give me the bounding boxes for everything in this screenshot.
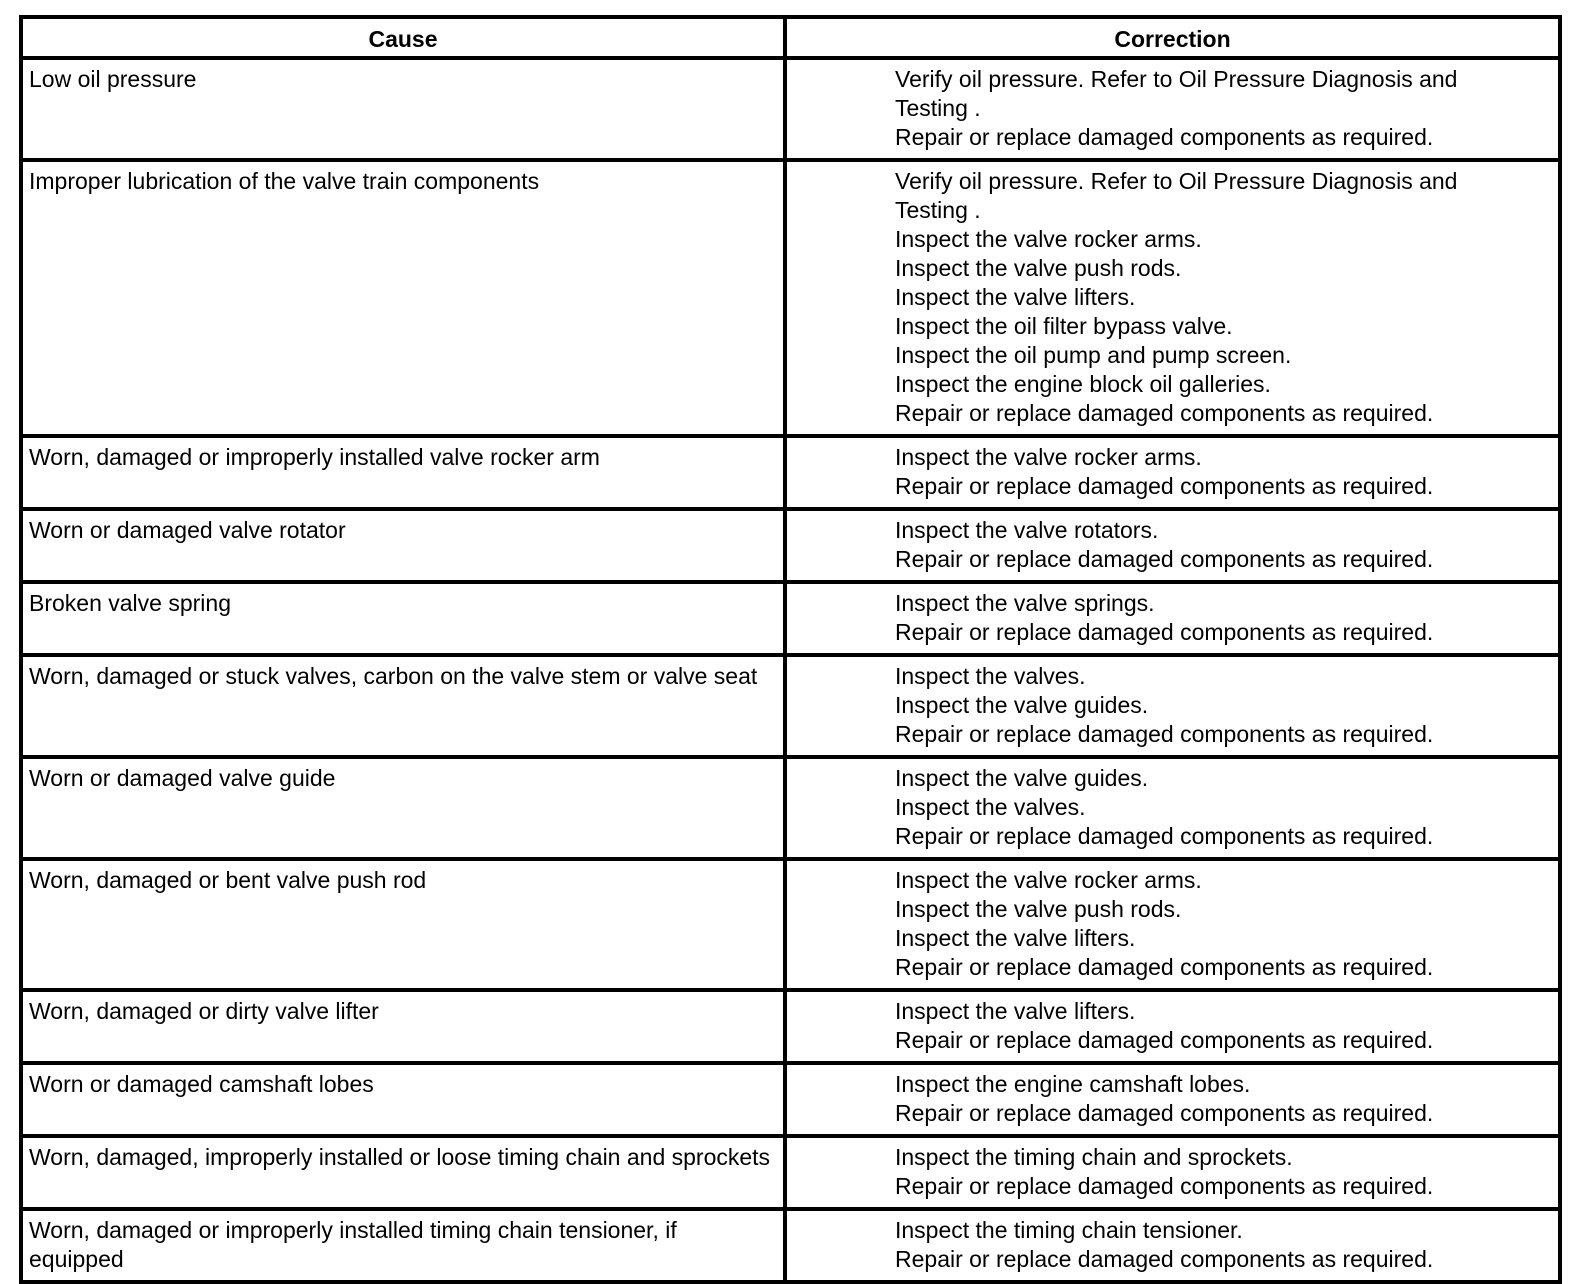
correction-cell bbox=[785, 859, 1560, 990]
table-row bbox=[21, 160, 1560, 436]
correction-step: Repair or replace damaged components as required. bbox=[895, 619, 1434, 645]
cause-cell: Worn, damaged or improperly installed timing chain tensioner, if equipped bbox=[21, 1209, 785, 1282]
correction-cell bbox=[785, 436, 1560, 509]
correction-step: Inspect the oil pump and pump screen. bbox=[895, 342, 1292, 368]
cause-cell: Low oil pressure bbox=[21, 58, 785, 160]
table-row bbox=[21, 990, 1560, 1063]
correction-step: Inspect the timing chain tensioner. bbox=[895, 1217, 1243, 1243]
correction-cell bbox=[785, 160, 1560, 436]
cause-cell: Worn or damaged valve guide bbox=[21, 757, 785, 859]
cause-cell: Worn, damaged or improperly installed valve rocker arm bbox=[21, 436, 785, 509]
correction-step: Testing . bbox=[895, 197, 981, 223]
correction-step: Inspect the valve lifters. bbox=[895, 925, 1136, 951]
table-row bbox=[21, 582, 1560, 655]
correction-step: Inspect the valve springs. bbox=[895, 590, 1155, 616]
correction-step: Repair or replace damaged components as required. bbox=[895, 1027, 1434, 1053]
correction-step: Repair or replace damaged components as required. bbox=[895, 721, 1434, 747]
correction-cell bbox=[785, 582, 1560, 655]
correction-cell bbox=[785, 58, 1560, 160]
correction-step: Repair or replace damaged components as required. bbox=[895, 1246, 1434, 1272]
correction-step: Inspect the valves. bbox=[895, 663, 1086, 689]
correction-step: Verify oil pressure. Refer to Oil Pressure Diagnosis and bbox=[895, 168, 1458, 194]
correction-step: Verify oil pressure. Refer to Oil Pressure Diagnosis and bbox=[895, 66, 1458, 92]
correction-step: Repair or replace damaged components as required. bbox=[895, 954, 1434, 980]
cause-cell: Worn or damaged camshaft lobes bbox=[21, 1063, 785, 1136]
cause-cell: Worn, damaged or bent valve push rod bbox=[21, 859, 785, 990]
correction-step: Repair or replace damaged components as required. bbox=[895, 546, 1434, 572]
correction-step: Inspect the valve rocker arms. bbox=[895, 444, 1202, 470]
correction-step: Inspect the oil filter bypass valve. bbox=[895, 313, 1233, 339]
correction-step: Inspect the valve push rods. bbox=[895, 896, 1182, 922]
correction-step: Inspect the engine camshaft lobes. bbox=[895, 1071, 1251, 1097]
correction-cell bbox=[785, 1063, 1560, 1136]
cause-column-header: Cause bbox=[21, 17, 785, 58]
correction-step: Inspect the valves. bbox=[895, 794, 1086, 820]
cause-cell: Worn, damaged, improperly installed or loose timing chain and sprockets bbox=[21, 1136, 785, 1209]
table-row bbox=[21, 1063, 1560, 1136]
diagnostic-table bbox=[19, 15, 1562, 1284]
table-body bbox=[21, 58, 1560, 1282]
correction-step: Inspect the valve rocker arms. bbox=[895, 867, 1202, 893]
table-row bbox=[21, 509, 1560, 582]
correction-cell bbox=[785, 990, 1560, 1063]
correction-column-header: Correction bbox=[785, 17, 1560, 58]
correction-step: Repair or replace damaged components as required. bbox=[895, 473, 1434, 499]
correction-step: Repair or replace damaged components as required. bbox=[895, 124, 1434, 150]
correction-step: Repair or replace damaged components as required. bbox=[895, 400, 1434, 426]
correction-step: Repair or replace damaged components as required. bbox=[895, 1100, 1434, 1126]
correction-cell bbox=[785, 1209, 1560, 1282]
table-row bbox=[21, 58, 1560, 160]
correction-step: Inspect the valve guides. bbox=[895, 765, 1149, 791]
table-row bbox=[21, 436, 1560, 509]
correction-step: Inspect the valve guides. bbox=[895, 692, 1149, 718]
table-row bbox=[21, 1209, 1560, 1282]
table-row bbox=[21, 655, 1560, 757]
table-row bbox=[21, 859, 1560, 990]
cause-cell: Broken valve spring bbox=[21, 582, 785, 655]
header-row bbox=[21, 17, 1560, 58]
correction-cell bbox=[785, 757, 1560, 859]
cause-cell: Improper lubrication of the valve train components bbox=[21, 160, 785, 436]
correction-cell bbox=[785, 1136, 1560, 1209]
cause-cell: Worn, damaged or stuck valves, carbon on the valve stem or valve seat bbox=[21, 655, 785, 757]
correction-step: Inspect the valve push rods. bbox=[895, 255, 1182, 281]
correction-step: Inspect the engine block oil galleries. bbox=[895, 371, 1271, 397]
correction-step: Repair or replace damaged components as required. bbox=[895, 1173, 1434, 1199]
correction-cell bbox=[785, 509, 1560, 582]
table-row bbox=[21, 757, 1560, 859]
correction-step: Inspect the valve lifters. bbox=[895, 284, 1136, 310]
cause-cell: Worn or damaged valve rotator bbox=[21, 509, 785, 582]
correction-step: Inspect the timing chain and sprockets. bbox=[895, 1144, 1293, 1170]
correction-step: Inspect the valve rocker arms. bbox=[895, 226, 1202, 252]
correction-step: Testing . bbox=[895, 95, 981, 121]
correction-step: Inspect the valve lifters. bbox=[895, 998, 1136, 1024]
correction-step: Repair or replace damaged components as required. bbox=[895, 823, 1434, 849]
cause-cell: Worn, damaged or dirty valve lifter bbox=[21, 990, 785, 1063]
correction-cell bbox=[785, 655, 1560, 757]
correction-step: Inspect the valve rotators. bbox=[895, 517, 1159, 543]
table-row bbox=[21, 1136, 1560, 1209]
